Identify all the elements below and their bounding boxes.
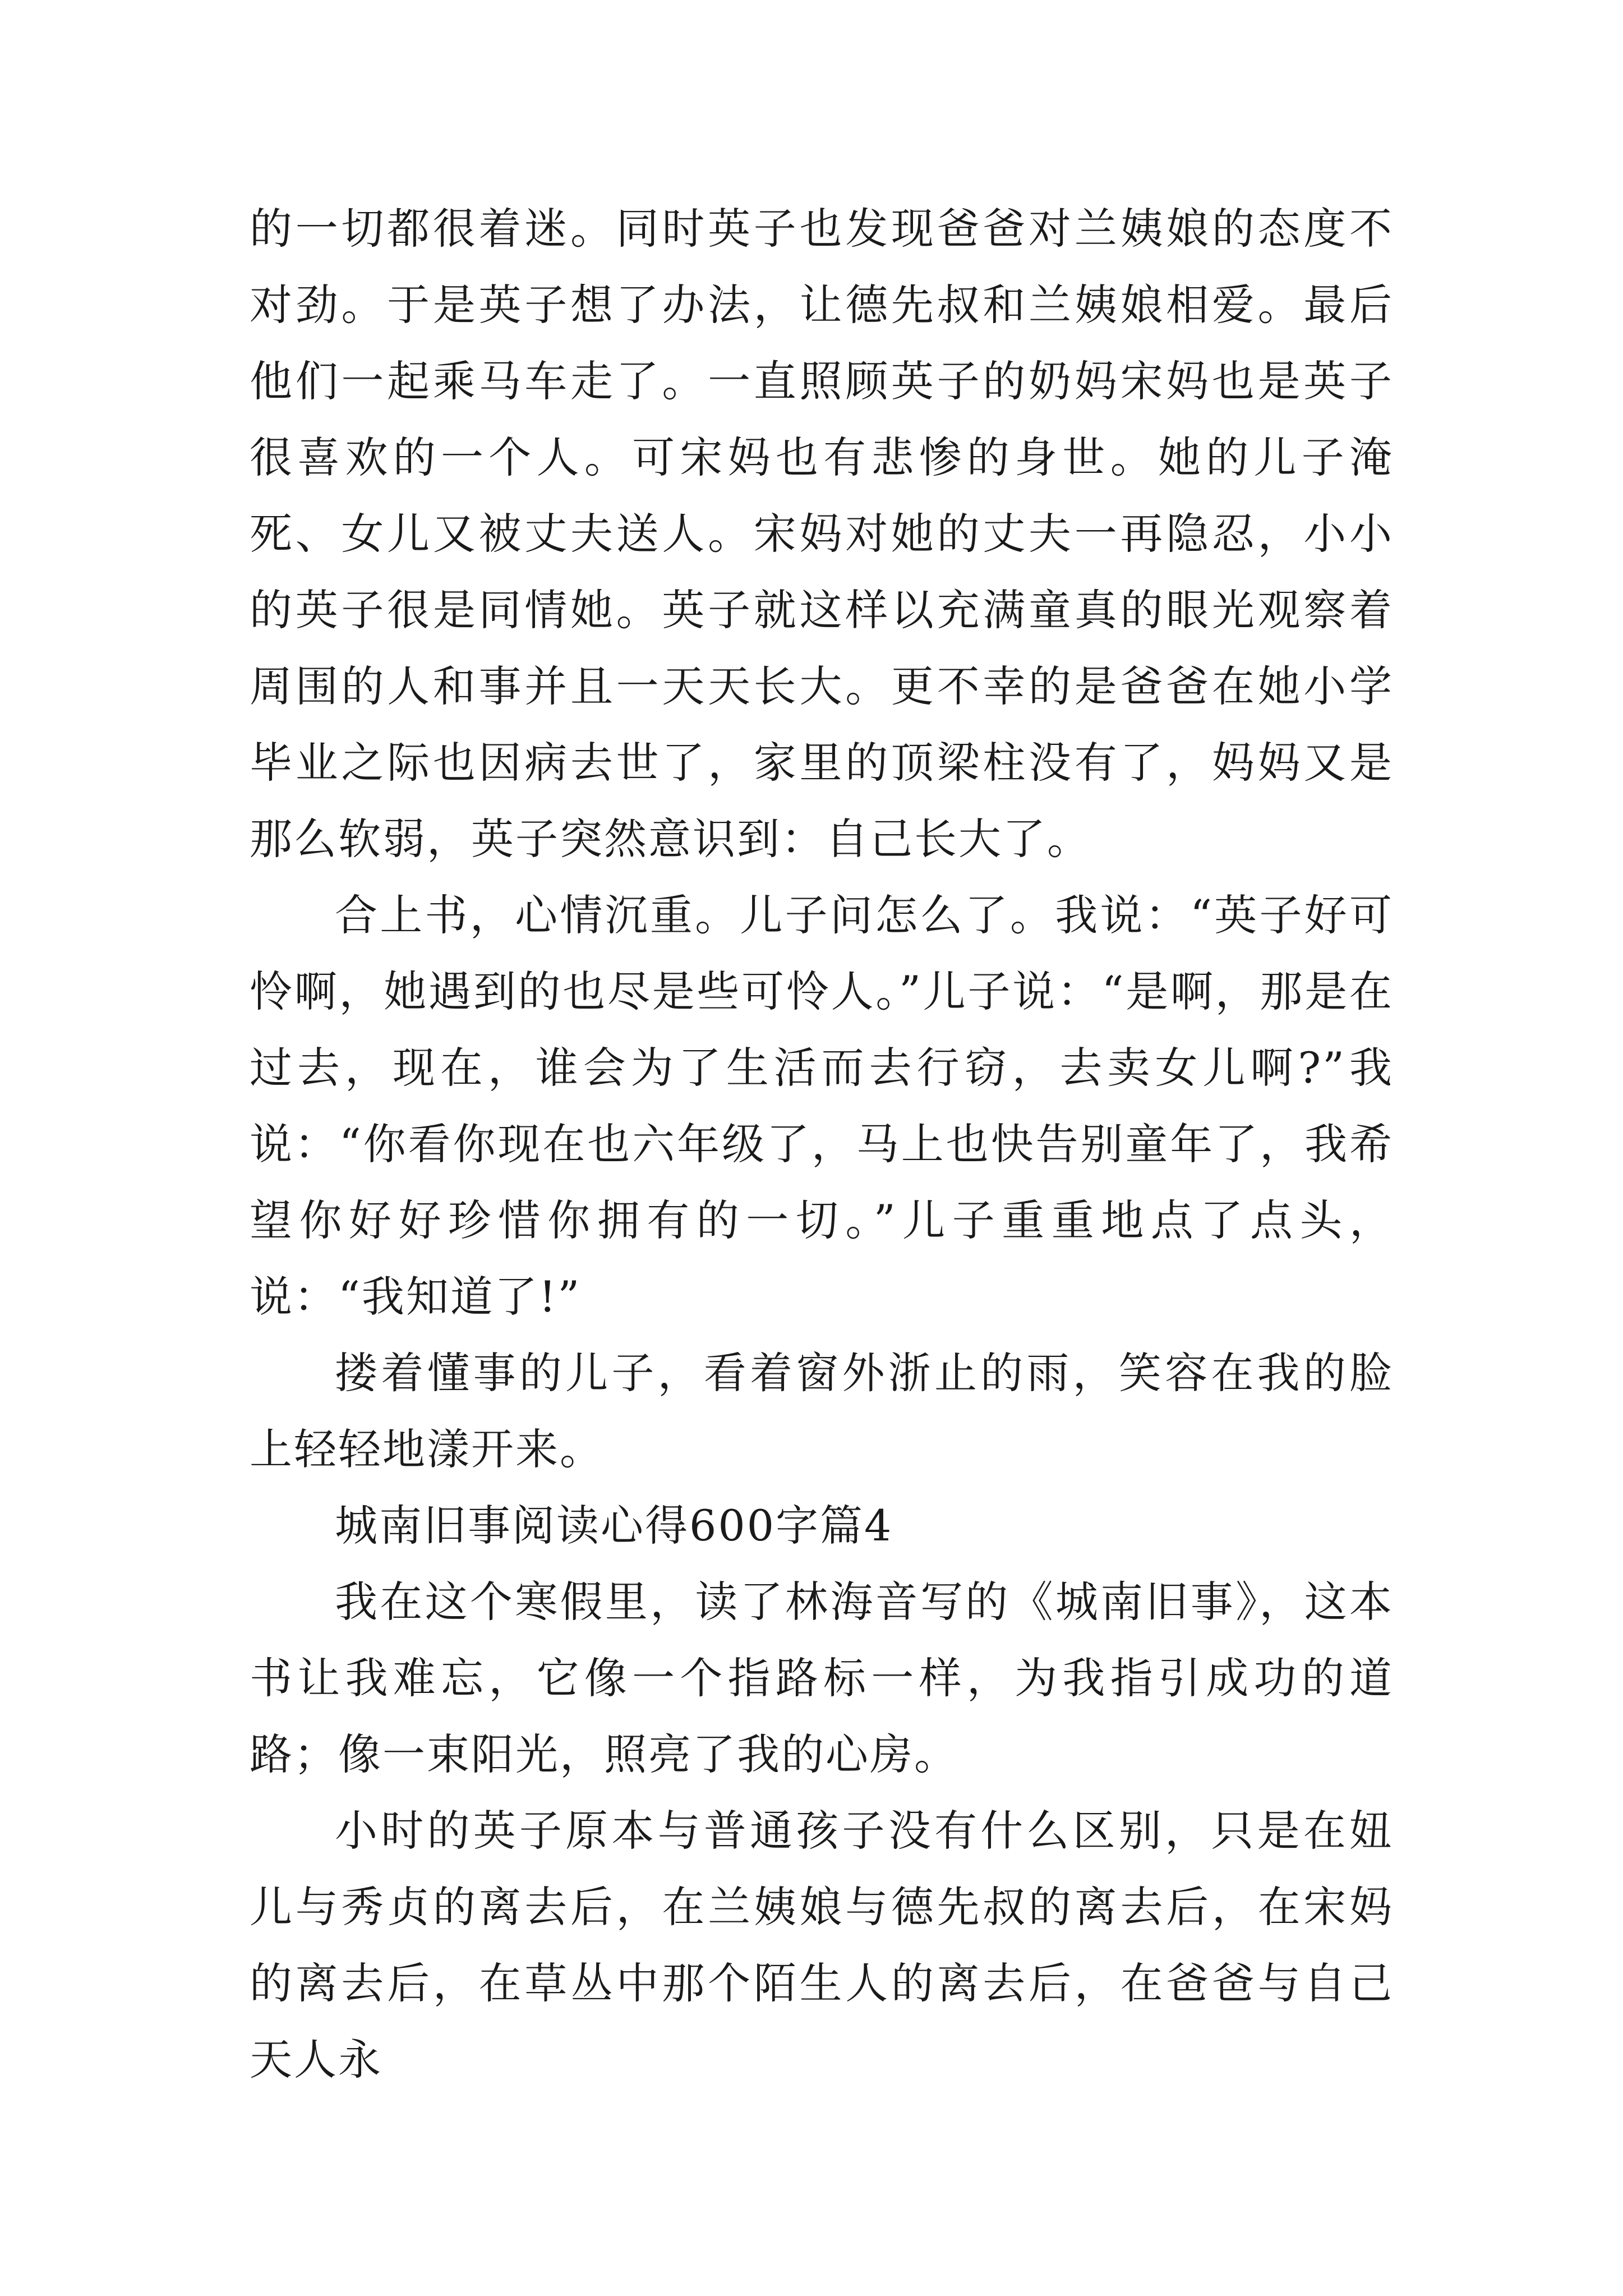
paragraph-dialogue: 合上书，心情沉重。儿子问怎么了。我说：“英子好可怜啊，她遇到的也尽是些可怜人。”儿子说：“是啊，那是在过去，现在，谁会为了生活而去行窃，去卖女儿啊?”我说：“你看你现在也六年级了，马上也快告别童年了，我希望你好好珍惜你拥有的一切。”儿子重重地点了点头，说：“我知道了!”	[250, 890, 1394, 1322]
paragraph-closing: 搂着懂事的儿子，看着窗外浙止的雨，笑容在我的脸上轻轻地漾开来。	[250, 1348, 1394, 1474]
section-heading: 城南旧事阅读心得600字篇4	[335, 1501, 893, 1550]
paragraph-body: 小时的英子原本与普通孩子没有什么区别，只是在妞儿与秀贞的离去后，在兰姨娘与德先叔的离去后，在宋妈的离去后，在草丛中那个陌生人的离去后，在爸爸与自己天人永	[250, 1806, 1394, 2085]
paragraph-intro: 我在这个寒假里，读了林海音写的《城南旧事》，这本书让我难忘，它像一个指路标一样，为我指引成功的道路；像一束阳光，照亮了我的心房。	[250, 1577, 1394, 1779]
document-body	[250, 191, 1394, 2098]
paragraph-continuation: 的一切都很着迷。同时英子也发现爸爸对兰姨娘的态度不对劲。于是英子想了办法，让德先叔和兰姨娘相爱。最后他们一起乘马车走了。一直照顾英子的奶妈宋妈也是英子很喜欢的一个人。可宋妈也有悲惨的身世。她的儿子淹死、女儿又被丈夫送人。宋妈对她的丈夫一再隐忍，小小的英子很是同情她。英子就这样以充满童真的眼光观察着周围的人和事并且一天天长大。更不幸的是爸爸在她小学毕业之际也因病去世了，家里的顶梁柱没有了，妈妈又是那么软弱，英子突然意识到：自己长大了。	[250, 204, 1394, 864]
